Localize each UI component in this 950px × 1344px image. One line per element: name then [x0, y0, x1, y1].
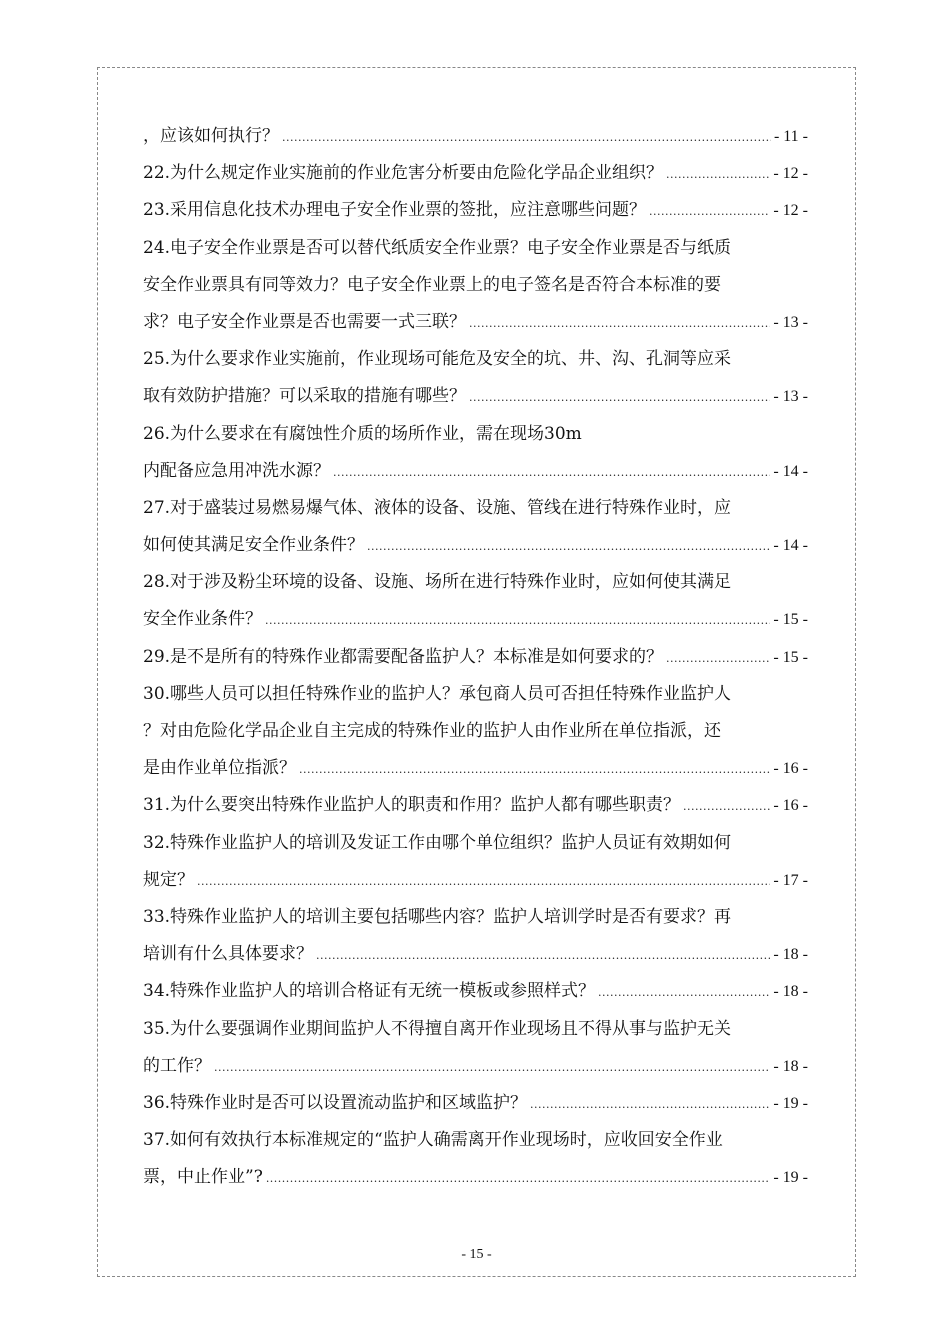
toc-page-ref: - 12 -: [773, 165, 808, 183]
dot-leader: [666, 169, 770, 180]
dot-leader: [469, 392, 770, 403]
toc-entry-line: [143, 862, 808, 899]
toc-entry-text: 32.特殊作业监护人的培训及发证工作由哪个单位组织？监护人员证有效期如何: [143, 832, 732, 853]
toc-entry[interactable]: [143, 899, 808, 973]
toc-page-ref: - 14 -: [773, 537, 808, 555]
toc-entry-text: 27.对于盛装过易燃易爆气体、液体的设备、设施、管线在进行特殊作业时，应: [143, 497, 732, 518]
toc-page-ref: - 15 -: [773, 648, 808, 666]
toc-entry-line: [143, 118, 808, 155]
dot-leader: [197, 876, 770, 887]
dot-leader: [282, 132, 771, 143]
toc-entry-text: 29.是不是所有的特殊作业都需要配备监护人？本标准是如何要求的？: [143, 646, 664, 667]
toc-page-ref: - 19 -: [773, 1169, 808, 1187]
toc-entry-text: 28.对于涉及粉尘环境的设备、设施、场所在进行特殊作业时，应如何使其满足: [143, 572, 732, 593]
toc-entry-line: [143, 564, 808, 601]
page-number: - 15 -: [461, 1247, 492, 1262]
toc-page-ref: - 17 -: [773, 871, 808, 889]
toc-entry-line: [143, 230, 808, 267]
toc-entry-line: [143, 676, 808, 713]
toc-entry-text: 24.电子安全作业票是否可以替代纸质安全作业票？电子安全作业票是否与纸质: [143, 237, 732, 258]
dot-leader: [649, 206, 770, 217]
toc-entry-text: 求？电子安全作业票是否也需要一式三联？: [143, 311, 466, 332]
toc-entry[interactable]: [143, 118, 808, 155]
toc-entry-line: [143, 713, 808, 750]
toc-entry-line: [143, 490, 808, 527]
toc-entry-line: [143, 155, 808, 192]
toc-entry-line: [143, 416, 808, 453]
dot-leader: [214, 1062, 770, 1073]
toc-entry-line: [143, 750, 808, 787]
toc-page-ref: - 11 -: [773, 128, 808, 145]
toc-page-ref: - 13 -: [773, 313, 808, 331]
toc-entry-text: 安全作业票具有同等效力？电子安全作业票上的电子签名是否符合本标准的要: [143, 274, 721, 295]
toc-entry-text: 是由作业单位指派？: [143, 758, 296, 779]
dot-leader: [683, 801, 770, 812]
toc-entry[interactable]: [143, 564, 808, 638]
toc-entry-text: 30.哪些人员可以担任特殊作业的监护人？承包商人员可否担任特殊作业监护人: [143, 683, 732, 704]
toc-entry[interactable]: [143, 490, 808, 564]
toc-entry-text: ？对由危险化学品企业自主完成的特殊作业的监护人由作业所在单位指派，还: [143, 721, 721, 741]
dot-leader: [598, 987, 770, 998]
toc-entry[interactable]: [143, 825, 808, 899]
toc-entry-text: 35.为什么要强调作业期间监护人不得擅自离开作业现场且不得从事与监护无关: [143, 1018, 732, 1039]
toc-entry-line: [143, 787, 808, 824]
toc-entry-line: [143, 639, 808, 676]
toc-entry-text: 安全作业条件？: [143, 609, 262, 630]
toc-entry-line: [143, 304, 808, 341]
dot-leader: [666, 653, 770, 664]
toc-entry[interactable]: [143, 676, 808, 788]
toc-entry-text: 培训有什么具体要求？: [143, 944, 313, 965]
dot-leader: [266, 1173, 771, 1184]
toc-page-ref: - 15 -: [773, 611, 808, 629]
toc-entry-text: 33.特殊作业监护人的培训主要包括哪些内容？监护人培训学时是否有要求？再: [143, 906, 732, 927]
toc-entry-line: [143, 936, 808, 973]
toc-entry[interactable]: [143, 639, 808, 676]
toc-entry[interactable]: [143, 416, 808, 490]
toc-entry-line: [143, 973, 808, 1010]
toc-page-ref: - 13 -: [773, 388, 808, 406]
toc-entry[interactable]: [143, 341, 808, 415]
toc-page-ref: - 12 -: [773, 202, 808, 220]
toc-page-ref: - 18 -: [773, 1057, 808, 1075]
toc-entry[interactable]: [143, 1011, 808, 1085]
toc-page-ref: - 16 -: [773, 797, 808, 815]
toc-entry-text: 取有效防护措施？可以采取的措施有哪些？: [143, 386, 466, 407]
toc-entry[interactable]: [143, 973, 808, 1010]
toc-page-ref: - 19 -: [773, 1094, 808, 1112]
toc-entry-line: [143, 1159, 808, 1196]
toc-entry[interactable]: [143, 155, 808, 192]
toc-entry[interactable]: [143, 787, 808, 824]
toc-entry-line: [143, 1011, 808, 1048]
dot-leader: [333, 467, 770, 478]
toc-entry-text: 34.特殊作业监护人的培训合格证有无统一模板或参照样式？: [143, 981, 596, 1002]
toc-page-ref: - 14 -: [773, 462, 808, 480]
toc-entry-line: [143, 899, 808, 936]
toc-page-ref: - 16 -: [773, 760, 808, 778]
dot-leader: [469, 318, 770, 329]
toc-entry-line: [143, 192, 808, 229]
toc-entry[interactable]: [143, 230, 808, 342]
toc-entry-text: 23.采用信息化技术办理电子安全作业票的签批，应注意哪些问题？: [143, 200, 647, 221]
toc-entry-text: 的工作？: [143, 1055, 211, 1076]
toc-entry-text: 36.特殊作业时是否可以设置流动监护和区域监护？: [143, 1092, 528, 1113]
toc-entry-line: [143, 1048, 808, 1085]
dot-leader: [265, 615, 770, 626]
toc-entry-line: [143, 601, 808, 638]
toc-entry-line: [143, 341, 808, 378]
toc-entry-line: [143, 453, 808, 490]
dot-leader: [367, 541, 770, 552]
toc-entry[interactable]: [143, 1122, 808, 1196]
toc-entry-text: ，应该如何执行？: [143, 126, 279, 146]
toc-entry-text: 25.为什么要求作业实施前，作业现场可能危及安全的坑、井、沟、孔洞等应采: [143, 349, 732, 370]
toc-entry[interactable]: [143, 1085, 808, 1122]
toc-entry-text: 内配备应急用冲洗水源？: [143, 460, 330, 481]
toc-entry-text: 票，中止作业”?: [143, 1167, 263, 1188]
toc-entry-text: 规定？: [143, 869, 194, 890]
dot-leader: [299, 764, 770, 775]
toc-entry[interactable]: [143, 192, 808, 229]
dot-leader: [316, 950, 770, 961]
toc-entry-line: [143, 1085, 808, 1122]
toc-page-ref: - 18 -: [773, 946, 808, 964]
toc-entry-text: 37.如何有效执行本标准规定的“监护人确需离开作业现场时，应收回安全作业: [143, 1130, 723, 1151]
toc-entry-line: [143, 825, 808, 862]
toc-entry-line: [143, 267, 808, 304]
dot-leader: [530, 1099, 770, 1110]
toc-entry-line: [143, 527, 808, 564]
toc-entry-text: 22.为什么规定作业实施前的作业危害分析要由危险化学品企业组织？: [143, 163, 664, 184]
toc-entry-text: 31.为什么要突出特殊作业监护人的职责和作用？监护人都有哪些职责？: [143, 795, 681, 816]
table-of-contents: [143, 118, 808, 1196]
toc-page-ref: - 18 -: [773, 983, 808, 1001]
toc-entry-line: [143, 1122, 808, 1159]
toc-entry-text: 26.为什么要求在有腐蚀性介质的场所作业，需在现场30m: [143, 423, 582, 444]
toc-entry-text: 如何使其满足安全作业条件？: [143, 535, 364, 556]
toc-entry-line: [143, 378, 808, 415]
